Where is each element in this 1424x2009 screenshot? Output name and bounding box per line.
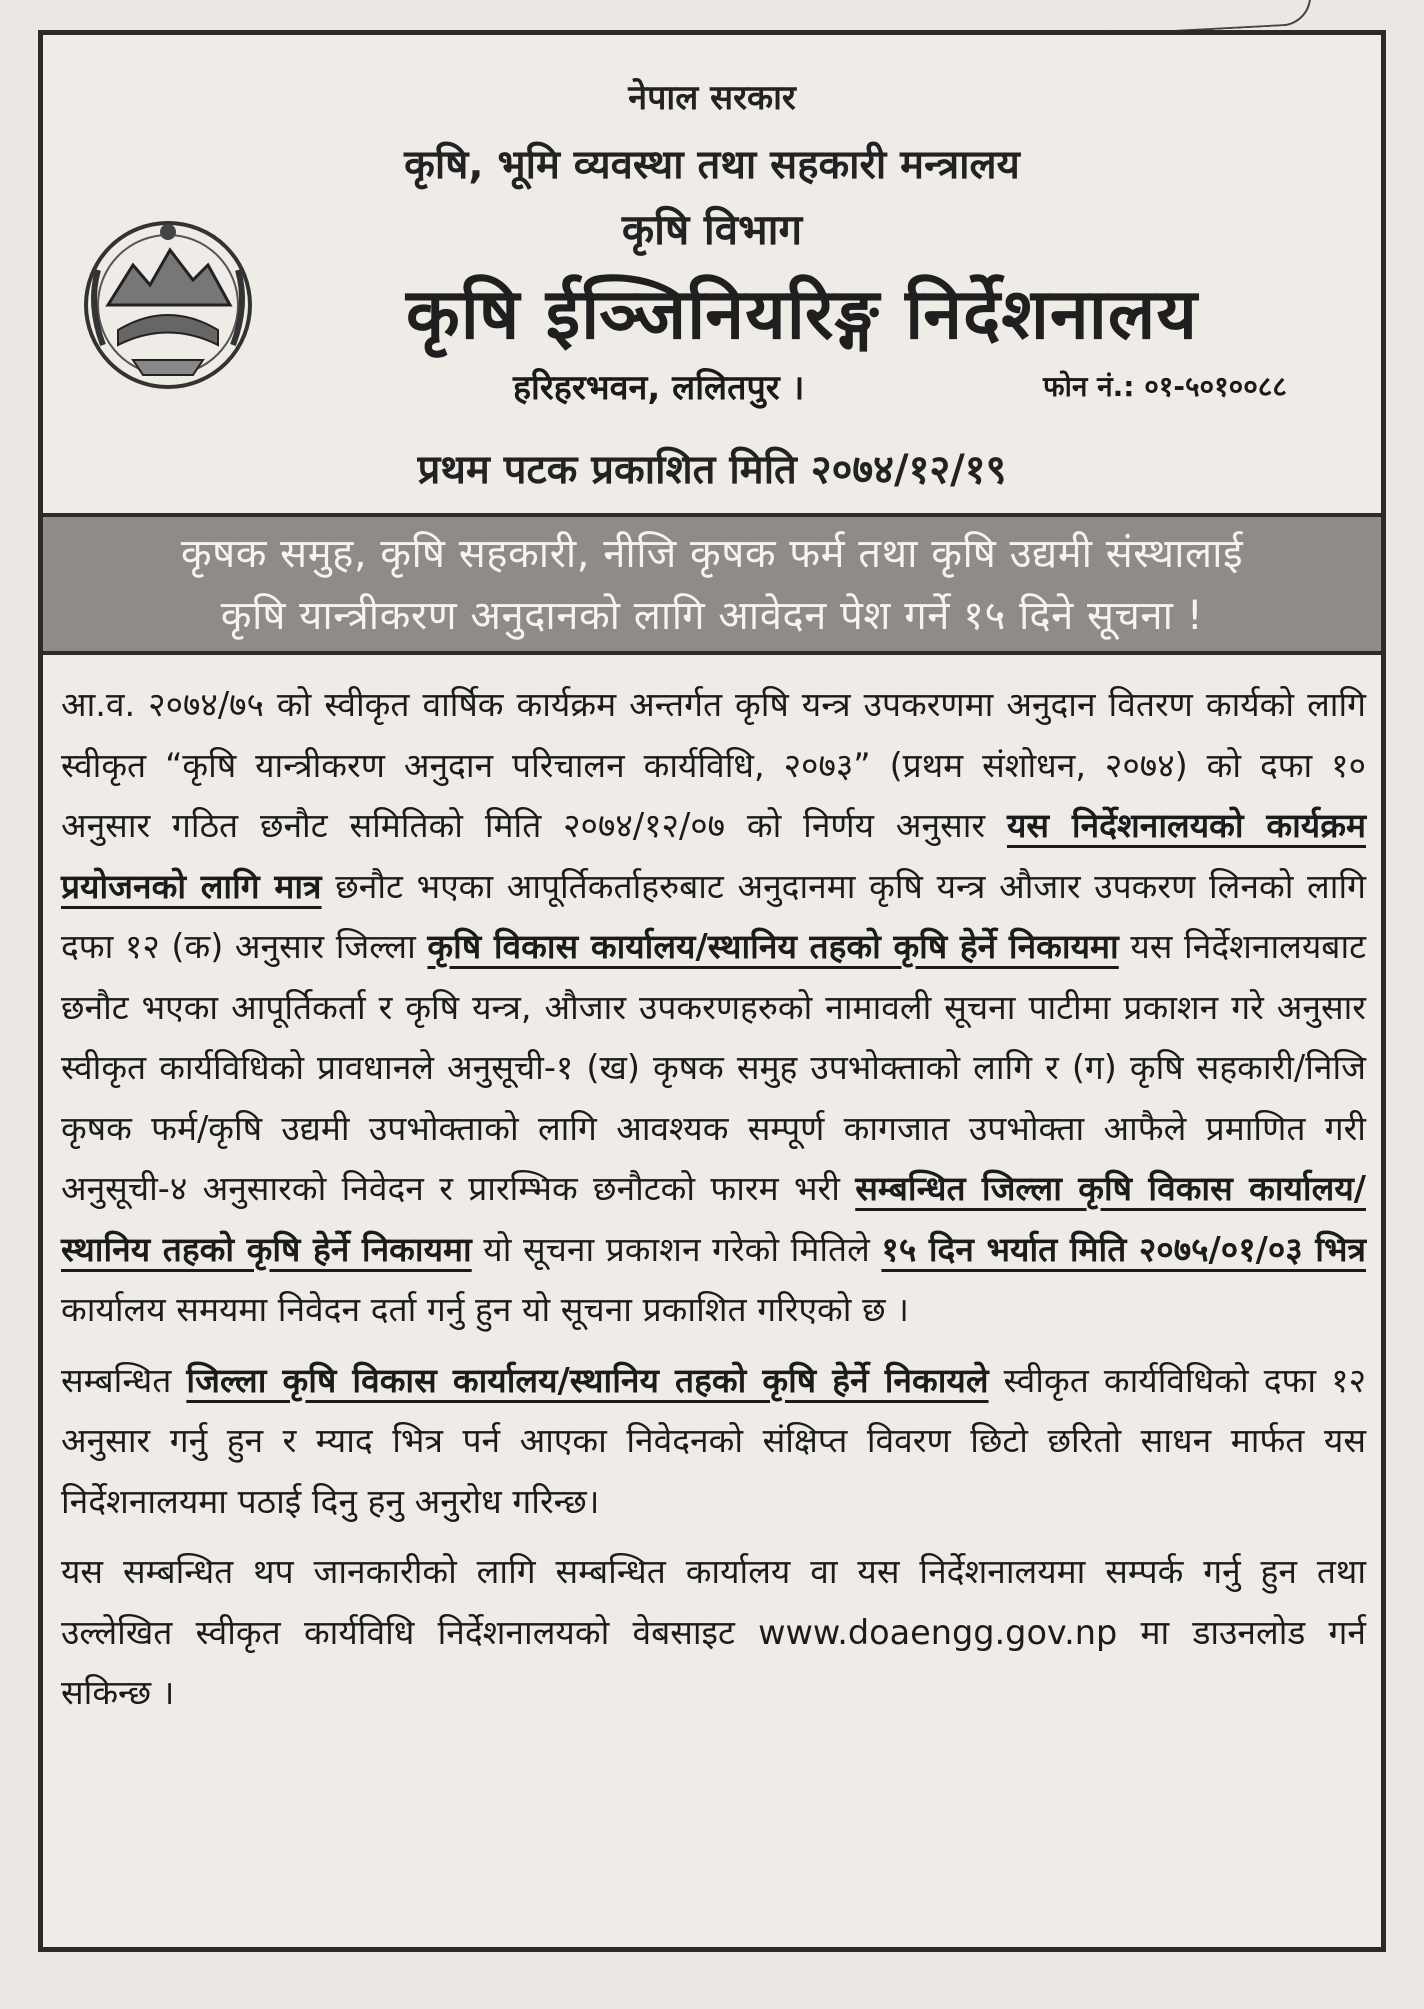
government-name: नेपाल सरकार: [628, 78, 796, 118]
p1-underline-2: कृषि विकास कार्यालय/स्थानिय तहको कृषि हेर्ने निकायमा: [427, 927, 1119, 966]
notice-frame: [38, 30, 1386, 1952]
header: [43, 35, 1381, 517]
paragraph-3: यस सम्बन्धित थप जानकारीको लागि सम्बन्धित कार्यालय वा यस निर्देशनालयमा सम्पर्क गर्नु हुन तथा उल्लेखित स्वीकृत कार्यविधि निर्देशनालयको वेबसाइट www.doaengg.gov.np मा डाउनलोड गर्न सकिन्छ ।: [61, 1552, 1366, 1712]
p1-text-b: छनौट भएका आपूर्तिकर्ताहरुबाट अनुदानमा कृषि यन्त्र औजार उपकरण लिनको लागि दफा १२ (क) अनुसार जिल्ला: [61, 866, 1366, 966]
paragraph-1: [61, 675, 1366, 1341]
paragraph-2: [61, 1351, 1366, 1533]
p1-text-c: यस निर्देशनालयबाट छनौट भएका आपूर्तिकर्ता र कृषि यन्त्र, औजार उपकरणहरुको नामावली सूचना पाटीमा प्रकाशन गरे अनुसार स्वीकृत कार्यविधिको प्रावधानले अनुसूची-१ (ख) कृषक समुह उपभोक्ताको लागि र (ग) कृषि सहकारी/निजि कृषक फर्म/कृषि उद्यमी उपभोक्ताको लागि आवश्यक सम्पूर्ण कागजात उपभोक्ता आफैले प्रमाणित गरी अनुसूची-४ अनुसारको निवेदन र प्रारम्भिक छनौटको फारम भरी: [61, 927, 1366, 1208]
p1-underline-4: १५ दिन भर्यात मिति २०७५/०१/०३ भित्र: [881, 1229, 1367, 1269]
address: हरिहरभवन, ललितपुर ।: [513, 368, 805, 408]
notice-title-banner: [43, 517, 1381, 655]
p1-underline-1: यस निर्देशनालयको कार्यक्रम प्रयोजनको लागि मात्र: [61, 806, 1366, 906]
p1-text-d: यो सूचना प्रकाशन गरेको मितिले: [471, 1229, 882, 1269]
banner-line-1: कृषक समुह, कृषि सहकारी, नीजि कृषक फर्म तथा कृषि उद्यमी संस्थालाई: [180, 531, 1244, 577]
p2-text-a: सम्बन्धित: [61, 1360, 187, 1400]
p1-underline-3: सम्बन्धित जिल्ला कृषि विकास कार्यालय/स्थानिय तहको कृषि हेर्ने निकायमा: [61, 1169, 1366, 1269]
directorate-name: कृषि ईञ्जिनियरिङ्ग निर्देशनालय: [406, 273, 1198, 355]
p2-underline-1: जिल्ला कृषि विकास कार्यालय/स्थानिय तहको कृषि हेर्ने निकायले: [186, 1360, 989, 1400]
notice-body: [61, 675, 1366, 1734]
ministry-name: कृषि, भूमि व्यवस्था तथा सहकारी मन्त्रालय: [404, 142, 1020, 188]
published-date: प्रथम पटक प्रकाशित मिति २०७४/१२/१९: [417, 447, 1007, 493]
phone-number: फोन नं.: ०१-५०१००८८: [1043, 370, 1287, 403]
p1-text-a: आ.व. २०७४/७५ को स्वीकृत वार्षिक कार्यक्रम अन्तर्गत कृषि यन्त्र उपकरणमा अनुदान वितरण कार्यको लागि स्वीकृत “कृषि यान्त्रीकरण अनुदान परिचालन कार्यविधि, २०७३” (प्रथम संशोधन, २०७४) को दफा १० अनुसार गठित छनौट समितिको मिति २०७४/१२/०७ को निर्णय अनुसार: [61, 685, 1366, 845]
p1-text-e: कार्यालय समयमा निवेदन दर्ता गर्नु हुन यो सूचना प्रकाशित गरिएको छ ।: [61, 1290, 909, 1329]
banner-line-2: कृषि यान्त्रीकरण अनुदानको लागि आवेदन पेश गर्ने १५ दिने सूचना !: [220, 593, 1204, 639]
p2-text-b: स्वीकृत कार्यविधिको दफा १२ अनुसार गर्नु हुन र म्याद भित्र पर्न आएका निवेदनको संक्षिप्त विवरण छिटो छरितो साधन मार्फत यस निर्देशनालयमा पठाई दिनु हनु अनुरोध गरिन्छ।: [61, 1360, 1366, 1521]
department-name: कृषि विभाग: [621, 205, 803, 254]
